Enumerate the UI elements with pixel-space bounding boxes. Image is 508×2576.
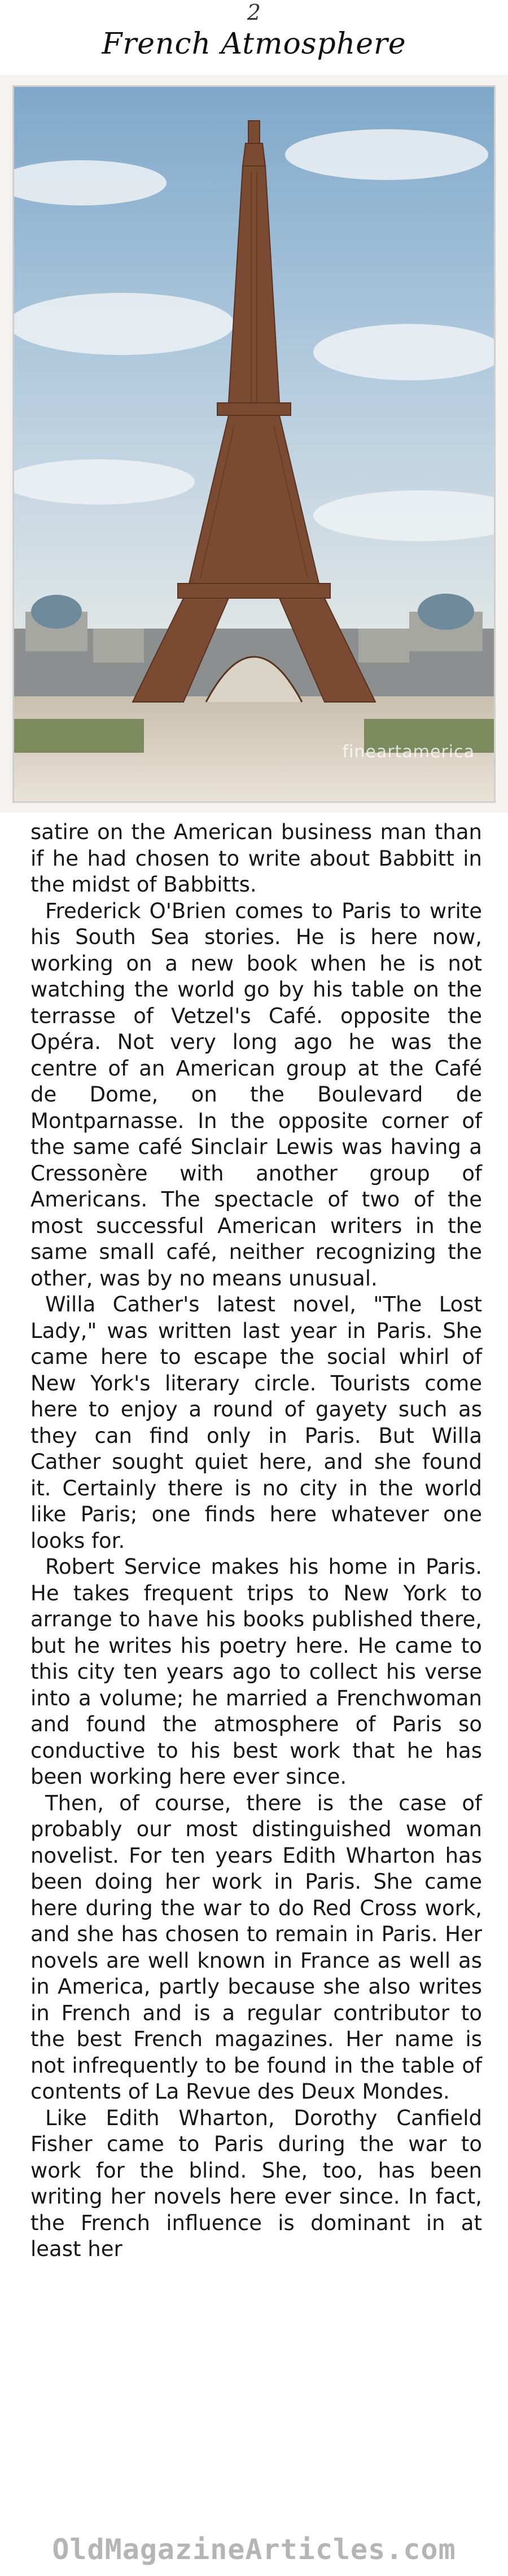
article-body — [30, 819, 482, 2263]
article-paragraph: Willa Cather's latest novel, "The Lost Lady," was written last year in Paris. She came here to escape the social whirl of New York's literary circle. Tourists come here to enjoy a round of gayety such as they can find only in Paris. But Willa Cather sought quiet here, and she found it. Certainly there is no city in the world like Paris; one finds here whatever one looks for. — [30, 1292, 482, 1553]
site-watermark[interactable]: OldMagazineArticles.com — [52, 2533, 456, 2566]
eiffel-tower-photo — [12, 85, 496, 803]
article-paragraph: Like Edith Wharton, Dorothy Canfield Fisher came to Paris during the war to work for the blind. She, too, has been writing her novels here ever since. In fact, the French influence is dominant in at least her — [30, 2105, 482, 2261]
article-paragraph: satire on the American business man than if he had chosen to write about Babbitt in the midst of Babbitts. — [30, 820, 482, 897]
article-paragraph: Robert Service makes his home in Paris. He takes frequent trips to New York to arrange to have his books published there, but he writes his poetry here. He came to this city ten years ago to collect his verse into a volume; he married a Frenchwoman and found the atmosphere of Paris so conductive to his best work that he has been working here ever since. — [30, 1555, 482, 1789]
photo-watermark: fineartamerica — [342, 742, 475, 762]
article-paragraph: Frederick O'Brien comes to Paris to write his South Sea stories. He is here now, working on a new book when he is not watching the world go by his table on the terrasse of Vetzel's Café. opposite the Opéra. Not very long ago he was the centre of an American group at the Café de Dome, on the Boulevard de Montparnasse. In the opposite corner of the same café Sinclair Lewis was having a Cressonère with another group of Americans. The spectacle of two of the most successful American writers in the same small café, neither recognizing the other, was by no means unusual. — [30, 898, 482, 1291]
article-paragraph: Then, of course, there is the case of probably our most distinguished woman novelist. For ten years Edith Wharton has been doing her work in Paris. She came here during the war to do Red Cross work, and she has chosen to remain in Paris. Her novels are well known in France as well as in America, partly because she also writes in French and is a regular contributor to the best French magazines. Her name is not infrequently to be found in the table of contents of La Revue des Deux Mondes. — [30, 1791, 482, 2104]
photo-frame — [0, 75, 508, 813]
page-title: French Atmosphere — [102, 27, 406, 61]
page-number: 2 — [247, 0, 261, 25]
